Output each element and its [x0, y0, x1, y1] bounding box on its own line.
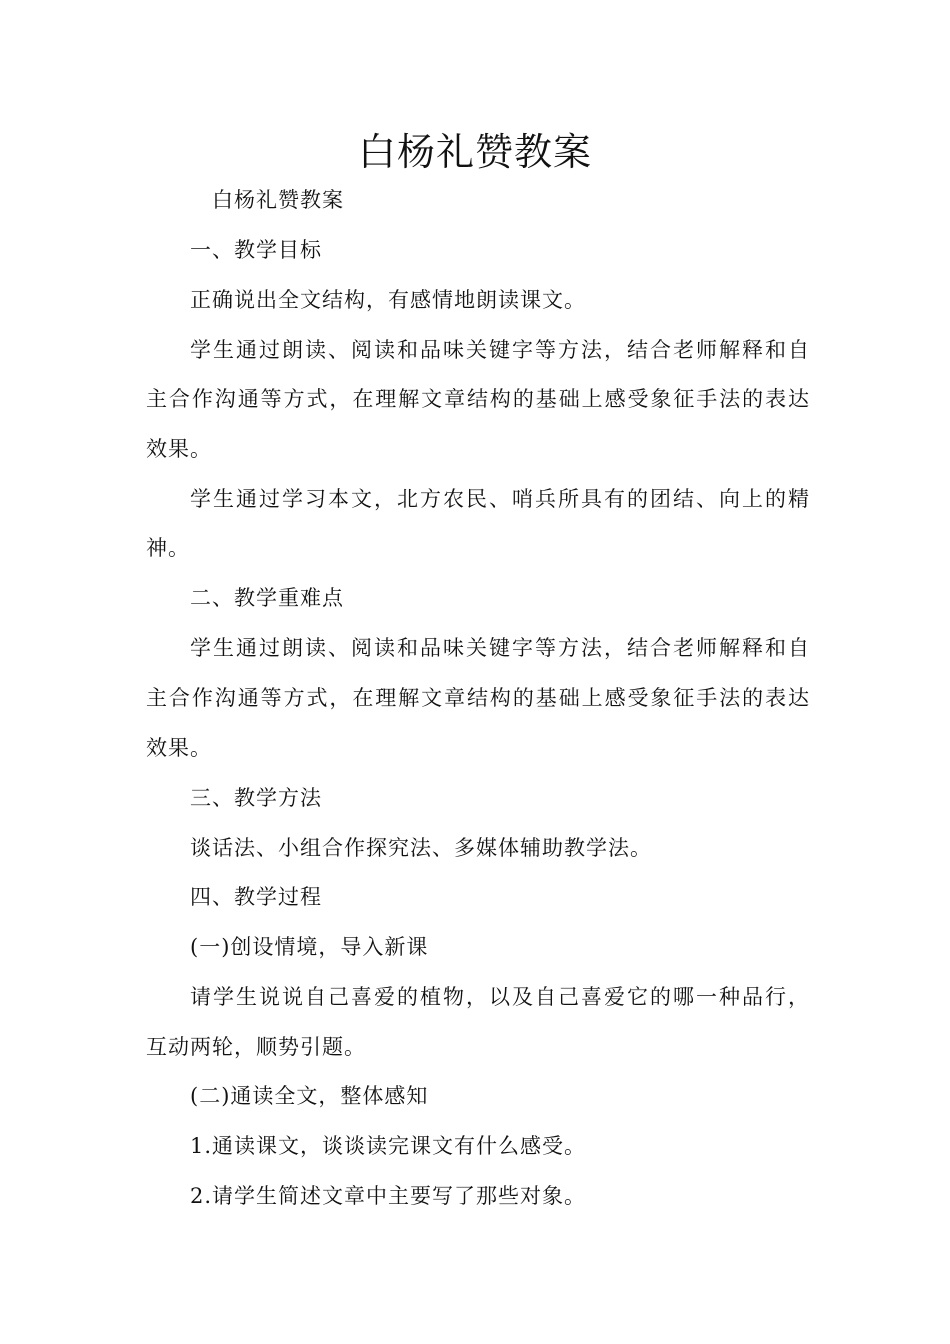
subheading-line: (一)创设情境，导入新课 — [190, 935, 429, 959]
paragraph-line: 谈话法、小组合作探究法、多媒体辅助教学法。 — [190, 836, 652, 860]
paragraph-line: 学生通过学习本文，北方农民、哨兵所具有的团结、向上的精 — [190, 487, 810, 511]
paragraph-line: 主合作沟通等方式，在理解文章结构的基础上感受象征手法的表达 — [146, 387, 810, 411]
paragraph-line: 学生通过朗读、阅读和品味关键字等方法，结合老师解释和自 — [190, 636, 810, 660]
heading-teaching-process: 四、教学过程 — [190, 885, 322, 909]
heading-teaching-goals: 一、教学目标 — [190, 238, 322, 262]
paragraph-line: 学生通过朗读、阅读和品味关键字等方法，结合老师解释和自 — [190, 338, 810, 362]
paragraph-line: 互动两轮，顺势引题。 — [146, 1035, 366, 1059]
paragraph-line: 效果。 — [146, 736, 212, 760]
document-title: 白杨礼赞教案 — [357, 130, 592, 174]
paragraph-line: 神。 — [146, 536, 190, 560]
list-item: 2.请学生简述文章中主要写了那些对象。 — [190, 1184, 587, 1208]
paragraph-line: 效果。 — [146, 437, 212, 461]
heading-key-difficulties: 二、教学重难点 — [190, 586, 344, 610]
list-item: 1.通读课文，谈谈读完课文有什么感受。 — [190, 1134, 587, 1158]
paragraph-line: 主合作沟通等方式，在理解文章结构的基础上感受象征手法的表达 — [146, 686, 810, 710]
paragraph-line: 正确说出全文结构，有感情地朗读课文。 — [190, 288, 586, 312]
subheading-line: (二)通读全文，整体感知 — [190, 1084, 429, 1108]
paragraph-line: 请学生说说自己喜爱的植物，以及自己喜爱它的哪一种品行， — [190, 985, 810, 1009]
subtitle-line: 白杨礼赞教案 — [212, 188, 344, 212]
heading-teaching-methods: 三、教学方法 — [190, 786, 322, 810]
